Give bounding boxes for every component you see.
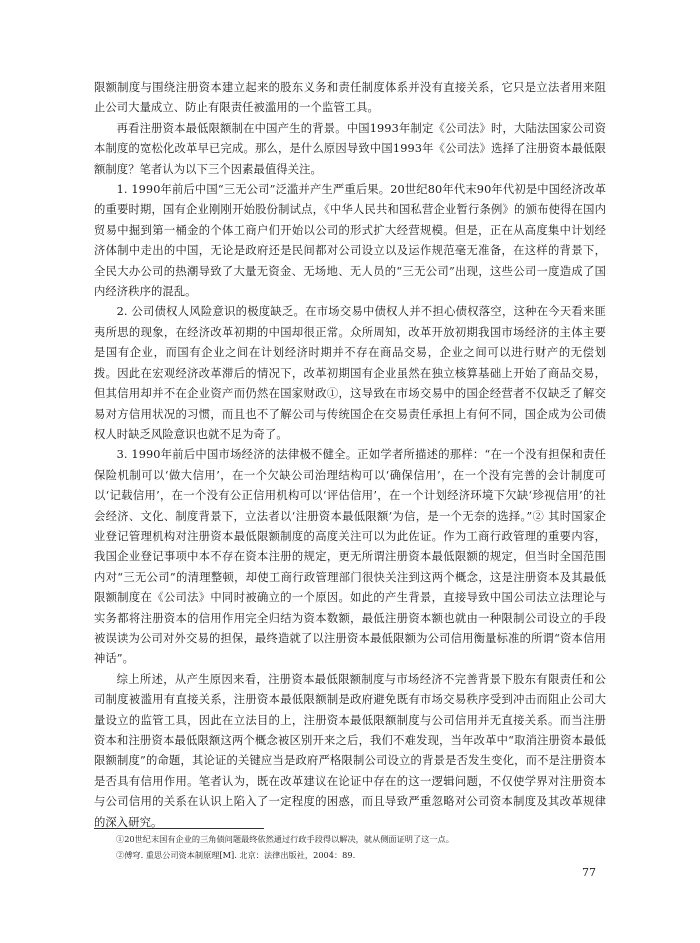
- paragraph-continuation: 限额制度与围绕注册资本建立起来的股东义务和责任制度体系并没有直接关系，它只是立法者用来阻止公司大量成立、防止有限责任被滥用的一个监管工具。: [94, 81, 606, 115]
- footnotes: [116, 832, 596, 863]
- footnote-1: ①20世纪末国有企业的三角债问题最终依然通过行政手段得以解决，就从侧面证明了这一点。: [116, 834, 454, 844]
- footnote-divider: [94, 828, 264, 829]
- paragraph-factor-3: 3. 1990年前后中国市场经济的法律极不健全。正如学者所描述的那样：“在一个没有担保和责任保险机制可以‘做大信用’，在一个欠缺公司治理结构可以‘确保信用’，在一个没有完善的会计制度可以‘记载信用’，在一个没有公正信用机构可以‘评估信用’，在一个计划经济环境下欠缺‘珍视信用’的社会经济、文化、制度背景下，立法者以‘注册资本最低限额’为信，是一个无奈的选择。”② 其时国家企业登记管理机构对注册资本最低限额制度的高度关注可以为此佐证。作为工商行政管理的重要内容，我国企业登记事项中本不存在资本注册的规定，更无所谓注册资本最低限额的规定，但当时全国范围内对“三无公司”的清理整顿，却使工商行政管理部门很快关注到这两个概念，这是注册资本及其最低限额制度在《公司法》中同时被确立的一个原因。如此的产生背景，直接导致中国公司法立法理论与实务都将注册资本的信用作用完全归结为资本数额，最低注册资本额也就由一种限制公司设立的手段被误读为公司对外交易的担保，最终造就了以注册资本最低限额为公司信用衡量标准的所谓“资本信用神话”。: [94, 448, 606, 666]
- paragraph-conclusion: 综上所述，从产生原因来看，注册资本最低限额制度与市场经济不完善背景下股东有限责任和公司制度被滥用有直接关系，注册资本最低限额制是政府避免既有市场交易秩序受到冲击而阻止公司大量设立的监管工具，因此在立法目的上，注册资本最低限额制度与公司信用并无直接关系。而当注册资本和注册资本最低限额这两个概念被区别开来之后，我们不难发现，当年改革中“取消注册资本最低限额制度”的命题，其论证的关键应当是政府严格限制公司设立的背景是否发生变化，而不是注册资本是否具有信用作用。笔者认为，既在改革建议在论证中存在的这一逻辑问题，不仅使学界对注册资本与公司信用的关系在认识上陷入了一定程度的困惑，而且导致严重忽略对公司资本制度及其改革规律的深入研究。: [94, 672, 606, 829]
- footnote-2: ②傅穹. 重思公司资本制原理[M]. 北京：法律出版社，2004：89.: [116, 849, 356, 860]
- paragraph-factor-2: 2. 公司债权人风险意识的极度缺乏。在市场交易中债权人并不担心债权落空，这种在今天看来匪夷所思的现象，在经济改革初期的中国却很正常。众所周知，改革开放初期我国市场经济的主体主要是国有企业，而国有企业之间在计划经济时期并不存在商品交易，企业之间可以进行财产的无偿划拨。因此在宏观经济改革滞后的情况下，改革初期国有企业虽然在独立核算基础上开始了商品交易，但其信用却并不在企业资产而仍然在国家财政①，这导致在市场交易中的国企经营者不仅缺乏了解交易对方信用状况的习惯，而且也不了解公司与传统国企在交易责任承担上有何不同，国企成为公司债权人时缺乏风险意识也就不足为奇了。: [94, 305, 606, 441]
- paragraph-background: 再看注册资本最低限额制在中国产生的背景。中国1993年制定《公司法》时，大陆法国家公司资本制度的宽松化改革早已完成。那么，是什么原因导致中国1993年《公司法》选择了注册资本最低限额制度？笔者认为以下三个因素最值得关注。: [94, 121, 606, 176]
- body-text: [94, 78, 606, 833]
- page-number: 77: [582, 866, 596, 879]
- paragraph-factor-1: 1. 1990年前后中国“三无公司”泛滥并产生严重后果。20世纪80年代末90年代初是中国经济改革的重要时期，国有企业刚刚开始股份制试点，《中华人民共和国私营企业暂行条例》的颁布使得在国内贸易中掘到第一桶金的个体工商户们开始以公司的形式扩大经营规模。但是，正在从高度集中计划经济体制中走出的中国，无论是政府还是民间都对公司设立以及运作规范毫无准备，在这样的背景下，全民大办公司的热潮导致了大量无资金、无场地、无人员的“三无公司”出现，这些公司一度造成了国内经济秩序的混乱。: [94, 183, 606, 299]
